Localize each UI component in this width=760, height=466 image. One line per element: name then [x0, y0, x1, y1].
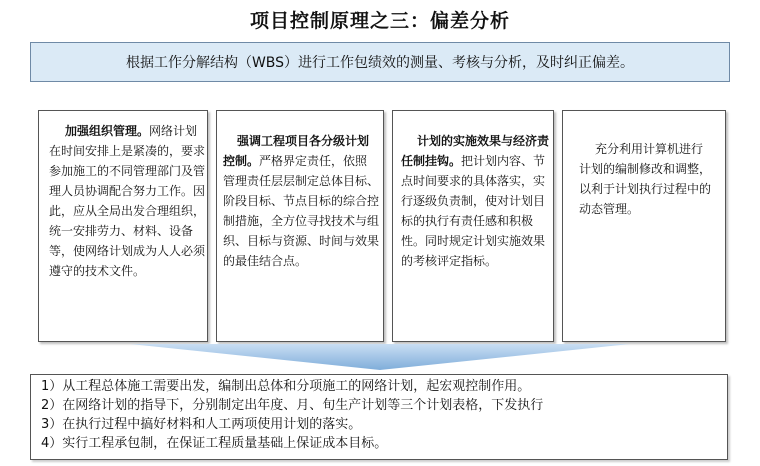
action-list: [30, 374, 728, 460]
wbs-banner: [30, 42, 730, 82]
box-text: [49, 121, 205, 281]
box-text: [401, 131, 549, 271]
list-item: 4）实行工程承包制，在保证工程质量基础上保证成本目标。: [41, 436, 388, 451]
box-body: 严格界定责任，依照管理责任层层制定总体目标、阶段目标、节点目标的综合控制措施，全方位寻找技术与组织、目标与资源、时间与效果的最佳结合点。: [223, 154, 380, 268]
box-heading: 强调工程项目各分级计划控制。: [223, 134, 370, 168]
down-arrow-shape: [130, 344, 630, 370]
measure-box-plan-control: [216, 110, 384, 342]
box-heading: 加强组织管理。: [65, 124, 150, 138]
box-body: 把计划内容、节点时间要求的具体落实，实行逐级负责制，使对计划目标的执行有责任感和积极性。同时规定计划实施效果的考核评定指标。: [401, 154, 546, 268]
measure-box-responsibility: [392, 110, 554, 342]
box-text: [223, 131, 379, 271]
page-title: 项目控制原理之三：偏差分析: [249, 10, 510, 32]
box-body: 充分利用计算机进行计划的编制修改和调整，以利于计划执行过程中的动态管理。: [579, 142, 712, 216]
box-text: [579, 139, 713, 219]
measure-box-computer: [562, 110, 726, 342]
list-item: 2）在网络计划的指导下，分别制定出年度、月、旬生产计划等三个计划表格，下发执行: [41, 398, 544, 413]
box-body: 网络计划在时间安排上是紧凑的，要求参加施工的不同管理部门及管理人员协调配合努力工作。因此，应从全局出发合理组织，统一安排劳力、材料、设备等，使网络计划成为人人必须遵守的技术文件。: [49, 124, 206, 278]
list-item: 3）在执行过程中搞好材料和人工两项使用计划的落实。: [41, 417, 362, 432]
list-item: 1）从工程总体施工需要出发，编制出总体和分项施工的网络计划，起宏观控制作用。: [41, 379, 531, 394]
box-heading: 计划的实施效果与经济责任制挂钩。: [401, 134, 550, 168]
banner-text: 根据工作分解结构（WBS）进行工作包绩效的测量、考核与分析，及时纠正偏差。: [125, 55, 635, 71]
measure-box-organization: [38, 110, 208, 342]
